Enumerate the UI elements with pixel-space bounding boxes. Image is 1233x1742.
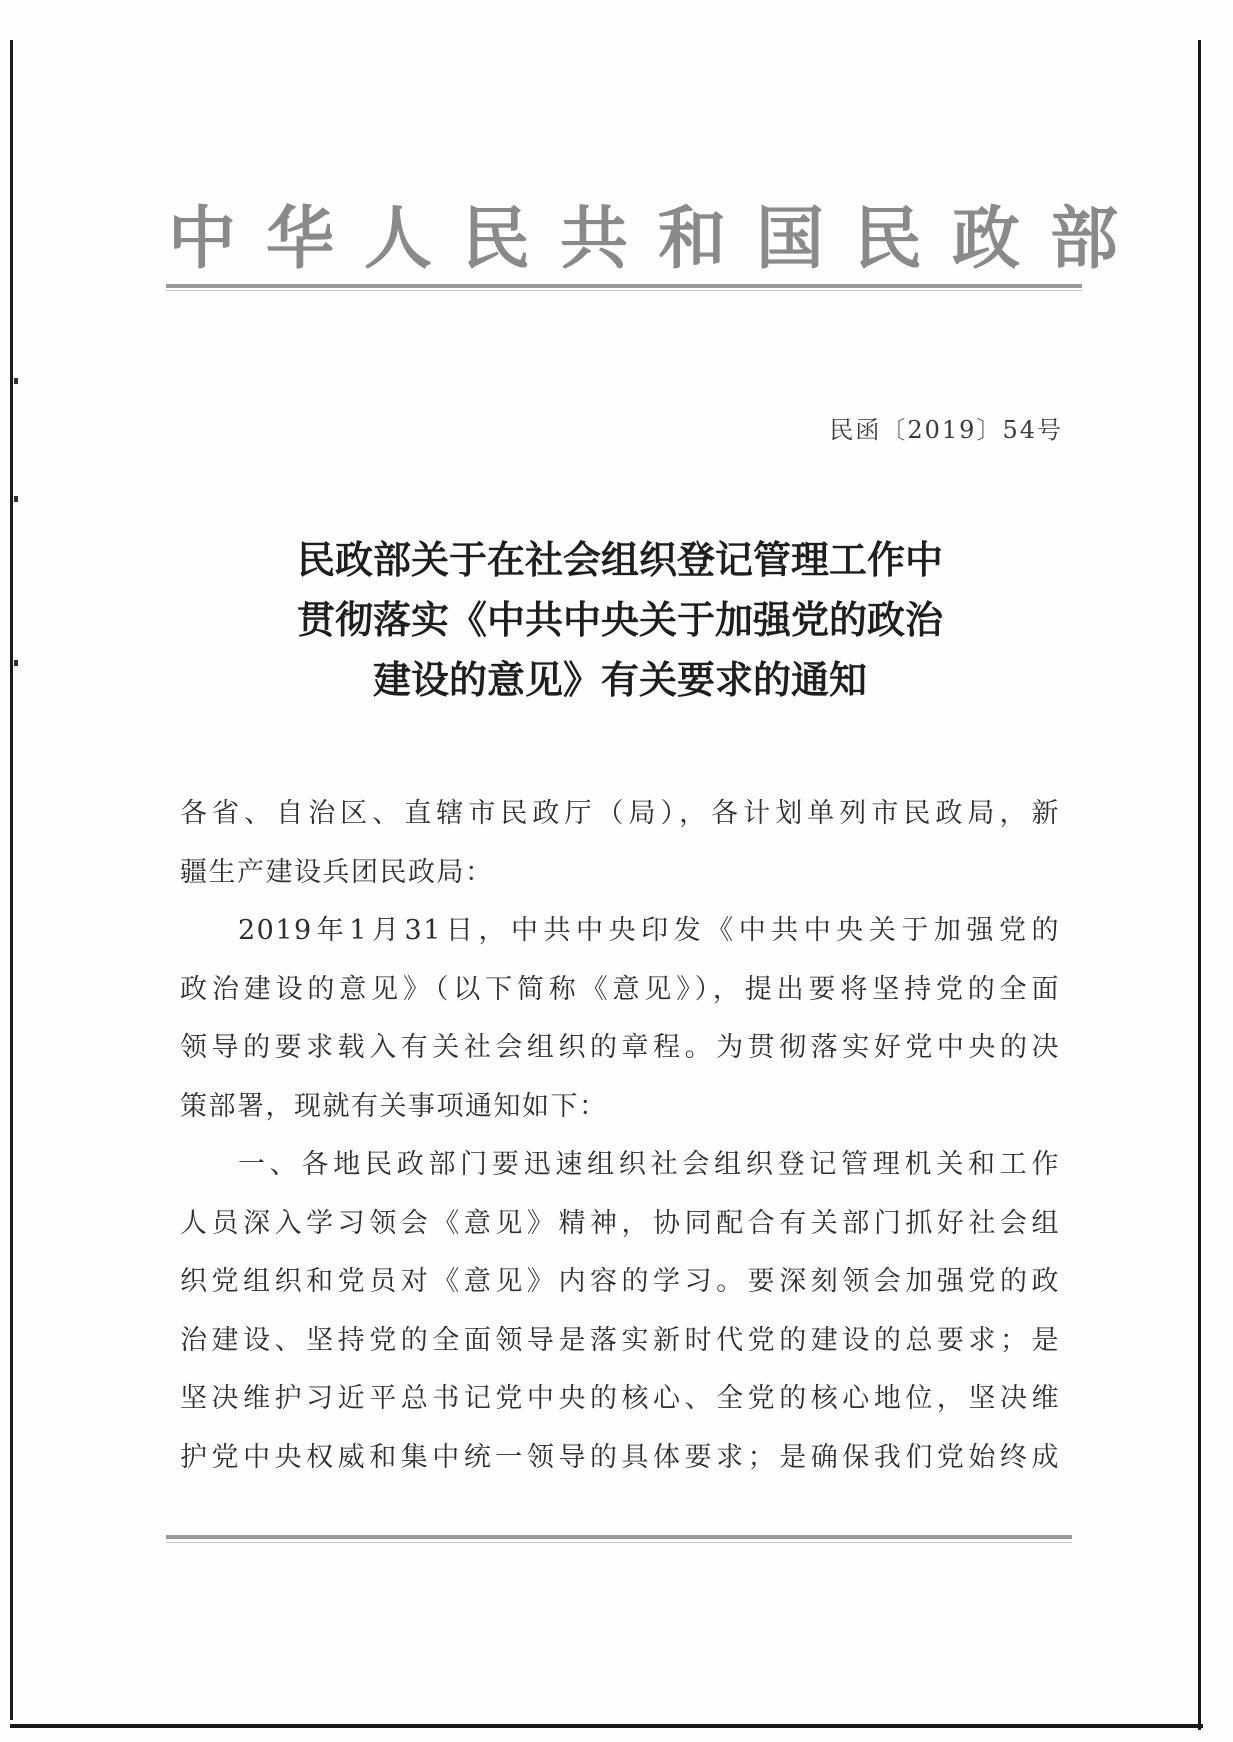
paragraph-line: 人员深入学习领会《意见》精神，协同配合有关部门抓好社会组 bbox=[180, 1207, 1060, 1239]
header-rule bbox=[166, 284, 1082, 288]
paragraph-line: 2019年1月31日，中共中央印发《中共中央关于加强党的 bbox=[238, 915, 1060, 946]
paragraph-line: 治建设、坚持党的全面领导是落实新时代党的建设的总要求；是 bbox=[180, 1324, 1060, 1356]
paragraph-line: 坚决维护习近平总书记党中央的核心、全党的核心地位，坚决维 bbox=[180, 1383, 1060, 1414]
margin-mark bbox=[14, 496, 18, 502]
margin-mark bbox=[14, 660, 18, 666]
issuing-organization: 中华人民共和国民政部 bbox=[168, 200, 1149, 279]
document-body bbox=[180, 785, 1060, 1487]
paragraph-line: 策部署，现就有关事项通知如下： bbox=[180, 1090, 608, 1122]
paragraph-line: 护党中央权威和集中统一领导的具体要求；是确保我们党始终成 bbox=[180, 1441, 1060, 1473]
document-title bbox=[170, 530, 1070, 710]
title-line: 民政部关于在社会组织登记管理工作中 bbox=[296, 538, 943, 582]
document-number: 民函〔2019〕54号 bbox=[829, 416, 1063, 444]
title-line: 贯彻落实《中共中央关于加强党的政治 bbox=[296, 598, 943, 642]
salutation-line: 各省、自治区、直辖市民政厅（局），各计划单列市民政局，新 bbox=[180, 798, 1060, 829]
header-rule-thin bbox=[166, 290, 1082, 291]
salutation-line: 疆生产建设兵团民政局： bbox=[180, 856, 494, 888]
paragraph-line: 织党组织和党员对《意见》内容的学习。要深刻领会加强党的政 bbox=[180, 1266, 1060, 1297]
paragraph-line: 领导的要求载入有关社会组织的章程。为贯彻落实好党中央的决 bbox=[180, 1032, 1060, 1063]
title-line: 建设的意见》有关要求的通知 bbox=[372, 658, 867, 702]
scan-edge-bottom bbox=[10, 1724, 1203, 1728]
footer-rule bbox=[166, 1535, 1072, 1539]
scan-edge-left bbox=[10, 40, 13, 1720]
paragraph-line: 一、各地民政部门要迅速组织社会组织登记管理机关和工作 bbox=[238, 1149, 1060, 1180]
scan-edge-right bbox=[1198, 40, 1201, 1730]
footer-rule-thin bbox=[166, 1542, 1072, 1543]
paragraph-line: 政治建设的意见》（以下简称《意见》），提出要将坚持党的全面 bbox=[180, 973, 1060, 1005]
margin-mark bbox=[14, 378, 18, 384]
